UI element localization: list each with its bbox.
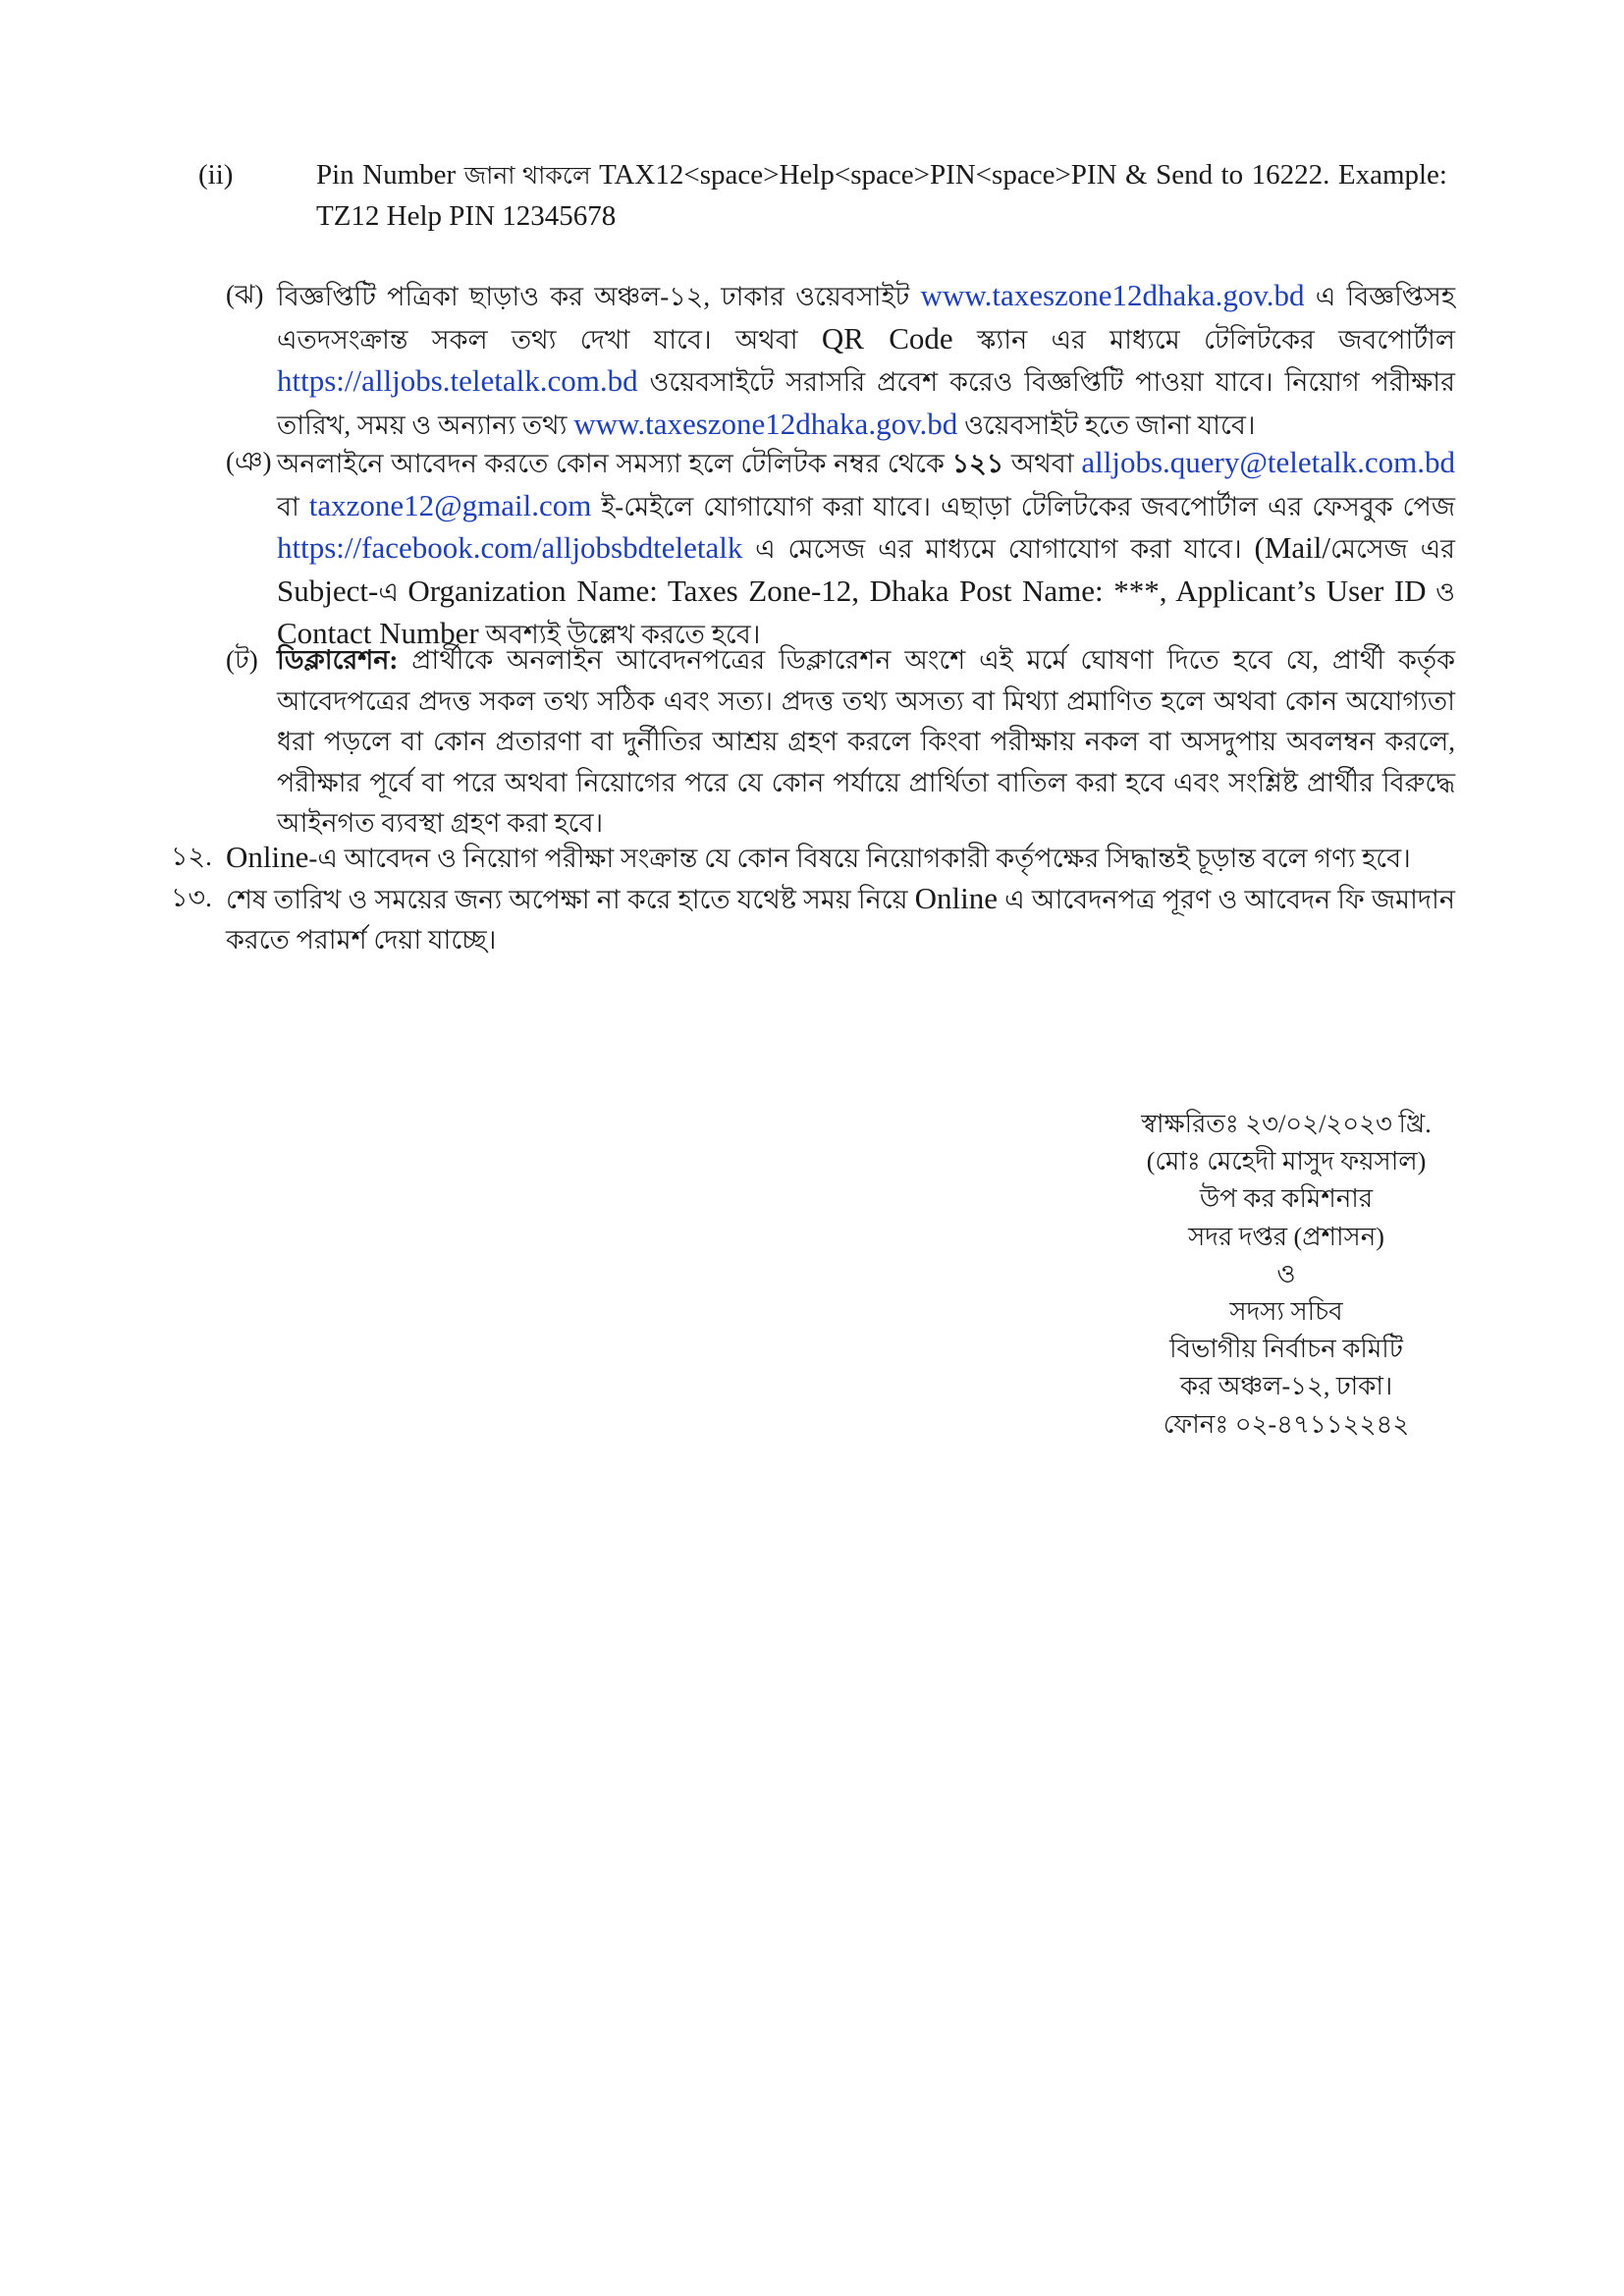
signatory-name: (মোঃ মেহেদী মাসুদ ফয়সাল): [1146, 1147, 1427, 1176]
clause-contact-info: [226, 442, 1455, 656]
phone-number: ফোনঃ ০২-৪৭১১২২৪২: [1163, 1409, 1410, 1439]
committee-role: সদস্য সচিব: [1229, 1297, 1343, 1327]
numbered-item-12: [171, 837, 1455, 879]
numbered-item-13: [171, 878, 1455, 960]
clause-text: বিজ্ঞপ্তিটি পত্রিকা ছাড়াও কর অঞ্চল-১২, ঢাকার ওয়েবসাইট www.taxeszone12dhaka.gov.bd এ বিজ্ঞপ্তিসহ এতদসংক্রান্ত সকল তথ্য দেখা যাবে। অথবা QR Code স্ক্যান এর মাধ্যমে টেলিটকের জবপোর্টাল https://alljobs.teletalk.com.bd ওয়েবসাইটে সরাসরি প্রবেশ করেও বিজ্ঞপ্তিটি পাওয়া যাবে। নিয়োগ পরীক্ষার তারিখ, সময় ও অন্যান্য তথ্য www.taxeszone12dhaka.gov.bd ওয়েবসাইট হতে জানা যাবে।: [277, 278, 1456, 441]
signatory-office: সদর দপ্তর (প্রশাসন): [1188, 1222, 1384, 1251]
query-email-link[interactable]: alljobs.query@teletalk.com.bd: [1081, 445, 1455, 479]
signatory-designation: উপ কর কমিশনার: [1199, 1184, 1374, 1214]
clause-marker: (ঝ): [226, 280, 264, 309]
job-portal-link[interactable]: https://alljobs.teletalk.com.bd: [277, 363, 638, 398]
clause-declaration: [226, 640, 1455, 845]
clause-marker: (ঞ): [226, 447, 272, 476]
clause-text: অনলাইনে আবেদন করতে কোন সমস্যা হলে টেলিটক নম্বর থেকে ১২১ অথবা alljobs.query@teletalk.com.bd বা taxzone12@gmail.com ই-মেইলে যোগাযোগ করা যাবে। এছাড়া টেলিটকের জবপোর্টাল এর ফেসবুক পেজ https://facebook.com/alljobsbdteletalk এ মেসেজ এর মাধ্যমে যোগাযোগ করা যাবে। (Mail/মেসেজ এর Subject-এ Organization Name: Taxes Zone-12, Dhaka Post Name: ***, Applicant’s User ID ও Contact Number অবশ্যই উল্লেখ করতে হবে।: [277, 445, 1455, 650]
signature-block: [1090, 1106, 1483, 1444]
clause-website-info: [226, 275, 1455, 446]
website-link[interactable]: www.taxeszone12dhaka.gov.bd: [920, 278, 1305, 312]
item-number: ১২.: [171, 842, 212, 871]
declaration-heading: ডিক্লারেশন:: [277, 645, 399, 675]
helpline-number: ১২১: [951, 449, 1004, 478]
pin-instruction-text: (ii) Pin Number জানা থাকলে TAX12<space>Help<space>PIN<space>PIN & Send to 16222. Example: TZ12 Help PIN 12345678: [257, 155, 1447, 236]
tax-zone: কর অঞ্চল-১২, ঢাকা।: [1179, 1372, 1393, 1401]
zone-email-link[interactable]: taxzone12@gmail.com: [308, 487, 592, 522]
clause-marker: (ট): [226, 645, 258, 675]
item-marker: (ii): [198, 159, 234, 191]
clause-text: ডিক্লারেশন: প্রার্থীকে অনলাইন আবেদনপত্রের ডিক্লারেশন অংশে এই মর্মে ঘোষণা দিতে হবে যে, প্রার্থী কর্তৃক আবেদপত্রের প্রদত্ত সকল তথ্য সঠিক এবং সত্য। প্রদত্ত তথ্য অসত্য বা মিথ্যা প্রমাণিত হলে অথবা কোন অযোগ্যতা ধরা পড়লে বা কোন প্রতারণা বা দুর্নীতির আশ্রয় গ্রহণ করলে কিংবা পরীক্ষায় নকল বা অসদুপায় অবলম্বন করলে, পরীক্ষার পূর্বে বা পরে অথবা নিয়োগের পরে যে কোন পর্যায়ে প্রার্থিতা বাতিল করা হবে এবং সংশ্লিষ্ট প্রার্থীর বিরুদ্ধে আইনগত ব্যবস্থা গ্রহণ করা হবে।: [277, 645, 1455, 838]
facebook-link[interactable]: https://facebook.com/alljobsbdteletalk: [277, 530, 743, 565]
item-text: শেষ তারিখ ও সময়ের জন্য অপেক্ষা না করে হাতে যথেষ্ট সময় নিয়ে Online এ আবেদনপত্র পূরণ ও আবেদন ফি জমাদান করতে পরামর্শ দেয়া যাচ্ছে।: [226, 881, 1455, 955]
item-text: Online-এ আবেদন ও নিয়োগ পরীক্ষা সংক্রান্ত যে কোন বিষয়ে নিয়োগকারী কর্তৃপক্ষের সিদ্ধান্তই চূড়ান্ত বলে গণ্য হবে।: [226, 840, 1411, 874]
signed-date: স্বাক্ষরিতঃ ২৩/০২/২০২৩ খ্রি.: [1141, 1110, 1432, 1138]
conjunction: ও: [1276, 1259, 1296, 1288]
item-number: ১৩.: [171, 883, 212, 912]
website-link[interactable]: www.taxeszone12dhaka.gov.bd: [573, 406, 958, 441]
pin-instruction-item: [198, 155, 1447, 236]
committee-name: বিভাগীয় নির্বাচন কমিটি: [1169, 1335, 1403, 1364]
